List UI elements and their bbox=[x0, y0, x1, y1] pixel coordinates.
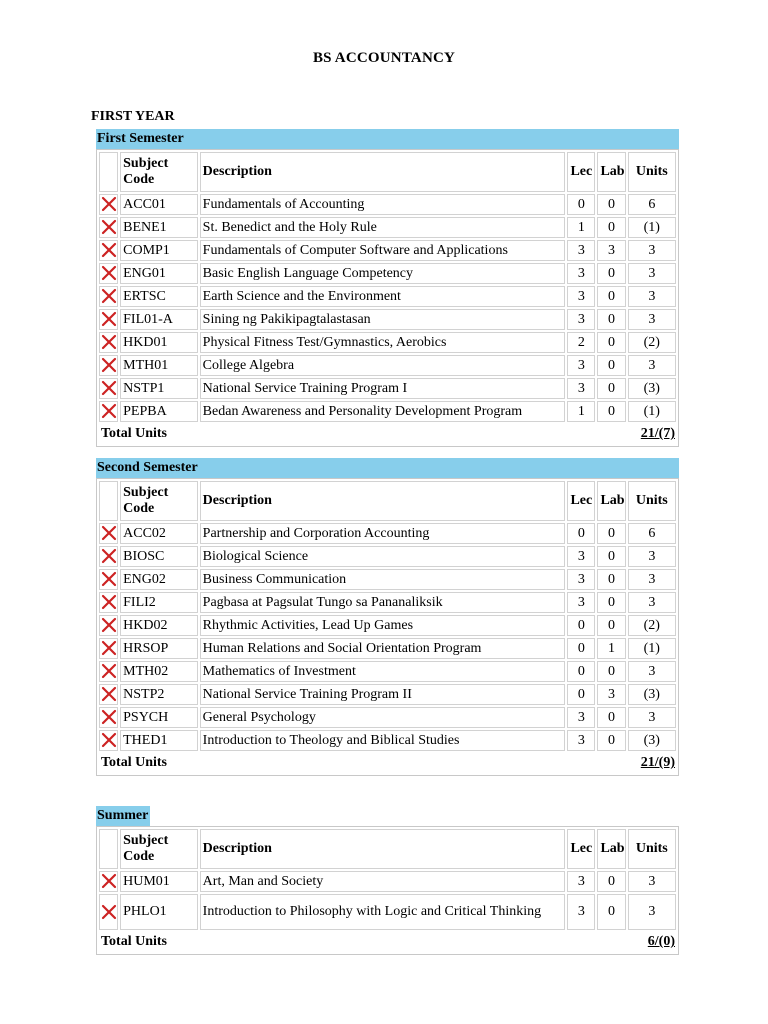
course-rows bbox=[99, 194, 676, 422]
units-cell: 3 bbox=[628, 894, 676, 930]
total-units-value: 21/(9) bbox=[640, 755, 675, 770]
subject-code-cell: HUM01 bbox=[120, 871, 198, 892]
header-lab: Lab bbox=[597, 829, 625, 869]
delete-icon-cell bbox=[99, 871, 118, 892]
delete-icon-cell bbox=[99, 684, 118, 705]
delete-icon-cell bbox=[99, 546, 118, 567]
header-lab: Lab bbox=[597, 481, 625, 521]
description-cell: Sining ng Pakikipagtalastasan bbox=[200, 309, 566, 330]
delete-icon-cell bbox=[99, 194, 118, 215]
table-row bbox=[99, 240, 676, 261]
lec-cell: 0 bbox=[567, 661, 595, 682]
lec-cell: 3 bbox=[567, 707, 595, 728]
course-table bbox=[96, 478, 679, 776]
course-table bbox=[96, 149, 679, 447]
description-cell: National Service Training Program II bbox=[200, 684, 566, 705]
lab-cell: 0 bbox=[597, 217, 625, 238]
delete-icon-cell bbox=[99, 638, 118, 659]
subject-code-cell: HRSOP bbox=[120, 638, 198, 659]
description-cell: Art, Man and Society bbox=[200, 871, 566, 892]
table-row bbox=[99, 309, 676, 330]
subject-code-cell: NSTP1 bbox=[120, 378, 198, 399]
units-cell: (3) bbox=[628, 730, 676, 751]
lab-cell: 3 bbox=[597, 240, 625, 261]
table-row bbox=[99, 707, 676, 728]
description-cell: Basic English Language Competency bbox=[200, 263, 566, 284]
units-cell: (2) bbox=[628, 332, 676, 353]
lab-cell: 0 bbox=[597, 661, 625, 682]
description-cell: Bedan Awareness and Personality Development Program bbox=[200, 401, 566, 422]
units-cell: 3 bbox=[628, 240, 676, 261]
lec-cell: 3 bbox=[567, 263, 595, 284]
subject-code-cell: COMP1 bbox=[120, 240, 198, 261]
table-row bbox=[99, 355, 676, 376]
table-row bbox=[99, 286, 676, 307]
semester-section bbox=[96, 129, 679, 447]
description-cell: National Service Training Program I bbox=[200, 378, 566, 399]
units-cell: 6 bbox=[628, 523, 676, 544]
subject-code-cell: HKD02 bbox=[120, 615, 198, 636]
header-lec: Lec bbox=[567, 829, 595, 869]
delete-icon-cell bbox=[99, 615, 118, 636]
lec-cell: 3 bbox=[567, 546, 595, 567]
total-row bbox=[99, 932, 676, 952]
red-x-icon[interactable] bbox=[101, 403, 117, 419]
table-header-row bbox=[99, 829, 676, 869]
lab-cell: 0 bbox=[597, 894, 625, 930]
header-lec: Lec bbox=[567, 152, 595, 192]
red-x-icon[interactable] bbox=[101, 242, 117, 258]
semester-title: Second Semester bbox=[96, 458, 679, 478]
subject-code-cell: NSTP2 bbox=[120, 684, 198, 705]
description-cell: Introduction to Theology and Biblical Studies bbox=[200, 730, 566, 751]
delete-icon-cell bbox=[99, 523, 118, 544]
description-cell: St. Benedict and the Holy Rule bbox=[200, 217, 566, 238]
lec-cell: 3 bbox=[567, 286, 595, 307]
units-cell: (1) bbox=[628, 401, 676, 422]
table-row bbox=[99, 592, 676, 613]
description-cell: Human Relations and Social Orientation Program bbox=[200, 638, 566, 659]
delete-icon-cell bbox=[99, 661, 118, 682]
course-rows bbox=[99, 871, 676, 930]
table-header-row bbox=[99, 152, 676, 192]
header-subject-code: Subject Code bbox=[120, 829, 198, 869]
description-cell: Pagbasa at Pagsulat Tungo sa Pananaliksik bbox=[200, 592, 566, 613]
units-cell: 3 bbox=[628, 286, 676, 307]
table-row bbox=[99, 661, 676, 682]
header-description: Description bbox=[200, 481, 566, 521]
table-row bbox=[99, 871, 676, 892]
red-x-icon[interactable] bbox=[101, 873, 117, 889]
lab-cell: 0 bbox=[597, 263, 625, 284]
table-row bbox=[99, 263, 676, 284]
lec-cell: 3 bbox=[567, 592, 595, 613]
semester-title: First Semester bbox=[96, 129, 679, 149]
description-cell: Biological Science bbox=[200, 546, 566, 567]
table-row bbox=[99, 378, 676, 399]
delete-icon-cell bbox=[99, 378, 118, 399]
header-units: Units bbox=[628, 152, 676, 192]
table-row bbox=[99, 684, 676, 705]
description-cell: Mathematics of Investment bbox=[200, 661, 566, 682]
lec-cell: 3 bbox=[567, 569, 595, 590]
subject-code-cell: PSYCH bbox=[120, 707, 198, 728]
header-subject-code: Subject Code bbox=[120, 481, 198, 521]
delete-icon-cell bbox=[99, 309, 118, 330]
lab-cell: 0 bbox=[597, 546, 625, 567]
total-units-value: 6/(0) bbox=[647, 934, 675, 949]
red-x-icon[interactable] bbox=[101, 288, 117, 304]
red-x-icon[interactable] bbox=[101, 663, 117, 679]
lec-cell: 3 bbox=[567, 378, 595, 399]
lab-cell: 0 bbox=[597, 332, 625, 353]
subject-code-cell: ERTSC bbox=[120, 286, 198, 307]
lec-cell: 3 bbox=[567, 355, 595, 376]
lec-cell: 0 bbox=[567, 523, 595, 544]
delete-icon-cell bbox=[99, 217, 118, 238]
subject-code-cell: FIL01-A bbox=[120, 309, 198, 330]
lab-cell: 0 bbox=[597, 355, 625, 376]
header-icon-cell bbox=[99, 829, 118, 869]
description-cell: Fundamentals of Accounting bbox=[200, 194, 566, 215]
header-subject-code: Subject Code bbox=[120, 152, 198, 192]
header-icon-cell bbox=[99, 481, 118, 521]
delete-icon-cell bbox=[99, 592, 118, 613]
subject-code-cell: ENG02 bbox=[120, 569, 198, 590]
units-cell: 3 bbox=[628, 263, 676, 284]
description-cell: Introduction to Philosophy with Logic and Critical Thinking bbox=[200, 894, 566, 930]
units-cell: (1) bbox=[628, 217, 676, 238]
lec-cell: 0 bbox=[567, 638, 595, 659]
lab-cell: 0 bbox=[597, 194, 625, 215]
description-cell: Rhythmic Activities, Lead Up Games bbox=[200, 615, 566, 636]
red-x-icon[interactable] bbox=[101, 196, 117, 212]
lec-cell: 3 bbox=[567, 894, 595, 930]
delete-icon-cell bbox=[99, 286, 118, 307]
units-cell: 3 bbox=[628, 355, 676, 376]
lec-cell: 1 bbox=[567, 217, 595, 238]
table-row bbox=[99, 332, 676, 353]
lec-cell: 3 bbox=[567, 309, 595, 330]
description-cell: Business Communication bbox=[200, 569, 566, 590]
document-title: BS ACCOUNTANCY bbox=[312, 50, 456, 66]
lec-cell: 3 bbox=[567, 240, 595, 261]
units-cell: 3 bbox=[628, 871, 676, 892]
description-cell: Physical Fitness Test/Gymnastics, Aerobics bbox=[200, 332, 566, 353]
lab-cell: 0 bbox=[597, 871, 625, 892]
red-x-icon[interactable] bbox=[101, 594, 117, 610]
units-cell: (2) bbox=[628, 615, 676, 636]
delete-icon-cell bbox=[99, 707, 118, 728]
red-x-icon[interactable] bbox=[101, 548, 117, 564]
red-x-icon[interactable] bbox=[101, 709, 117, 725]
table-row bbox=[99, 615, 676, 636]
lab-cell: 0 bbox=[597, 730, 625, 751]
subject-code-cell: MTH01 bbox=[120, 355, 198, 376]
lab-cell: 0 bbox=[597, 615, 625, 636]
red-x-icon[interactable] bbox=[101, 732, 117, 748]
delete-icon-cell bbox=[99, 263, 118, 284]
red-x-icon[interactable] bbox=[101, 380, 117, 396]
delete-icon-cell bbox=[99, 332, 118, 353]
semester-section bbox=[96, 458, 679, 776]
red-x-icon[interactable] bbox=[101, 265, 117, 281]
subject-code-cell: PEPBA bbox=[120, 401, 198, 422]
semester-section bbox=[96, 806, 679, 955]
table-row bbox=[99, 638, 676, 659]
units-cell: 3 bbox=[628, 546, 676, 567]
lec-cell: 1 bbox=[567, 401, 595, 422]
lec-cell: 0 bbox=[567, 615, 595, 636]
units-cell: (3) bbox=[628, 378, 676, 399]
subject-code-cell: ACC01 bbox=[120, 194, 198, 215]
delete-icon-cell bbox=[99, 730, 118, 751]
total-units-value: 21/(7) bbox=[640, 426, 675, 441]
total-label: Total Units bbox=[101, 755, 168, 770]
red-x-icon[interactable] bbox=[101, 571, 117, 587]
header-units: Units bbox=[628, 829, 676, 869]
red-x-icon[interactable] bbox=[101, 904, 117, 920]
header-description: Description bbox=[200, 829, 566, 869]
course-rows bbox=[99, 523, 676, 751]
total-row bbox=[99, 424, 676, 444]
red-x-icon[interactable] bbox=[101, 357, 117, 373]
red-x-icon[interactable] bbox=[101, 311, 117, 327]
lab-cell: 3 bbox=[597, 684, 625, 705]
units-cell: 3 bbox=[628, 309, 676, 330]
delete-icon-cell bbox=[99, 240, 118, 261]
lab-cell: 0 bbox=[597, 378, 625, 399]
lab-cell: 0 bbox=[597, 707, 625, 728]
description-cell: Partnership and Corporation Accounting bbox=[200, 523, 566, 544]
subject-code-cell: BENE1 bbox=[120, 217, 198, 238]
subject-code-cell: BIOSC bbox=[120, 546, 198, 567]
red-x-icon[interactable] bbox=[101, 334, 117, 350]
subject-code-cell: PHLO1 bbox=[120, 894, 198, 930]
lec-cell: 0 bbox=[567, 194, 595, 215]
subject-code-cell: FILI2 bbox=[120, 592, 198, 613]
units-cell: 3 bbox=[628, 661, 676, 682]
lab-cell: 0 bbox=[597, 569, 625, 590]
delete-icon-cell bbox=[99, 894, 118, 930]
lec-cell: 0 bbox=[567, 684, 595, 705]
red-x-icon[interactable] bbox=[101, 640, 117, 656]
table-row bbox=[99, 523, 676, 544]
delete-icon-cell bbox=[99, 401, 118, 422]
header-description: Description bbox=[200, 152, 566, 192]
total-label: Total Units bbox=[101, 426, 168, 441]
subject-code-cell: MTH02 bbox=[120, 661, 198, 682]
subject-code-cell: HKD01 bbox=[120, 332, 198, 353]
description-cell: Earth Science and the Environment bbox=[200, 286, 566, 307]
red-x-icon[interactable] bbox=[101, 686, 117, 702]
table-row bbox=[99, 401, 676, 422]
delete-icon-cell bbox=[99, 355, 118, 376]
table-row bbox=[99, 194, 676, 215]
lab-cell: 0 bbox=[597, 286, 625, 307]
units-cell: 3 bbox=[628, 592, 676, 613]
table-row bbox=[99, 546, 676, 567]
semester-title: Summer bbox=[96, 806, 150, 826]
lab-cell: 0 bbox=[597, 523, 625, 544]
lab-cell: 1 bbox=[597, 638, 625, 659]
lab-cell: 0 bbox=[597, 401, 625, 422]
lec-cell: 3 bbox=[567, 871, 595, 892]
total-label: Total Units bbox=[101, 934, 168, 949]
units-cell: (3) bbox=[628, 684, 676, 705]
units-cell: 3 bbox=[628, 707, 676, 728]
lab-cell: 0 bbox=[597, 309, 625, 330]
table-row bbox=[99, 217, 676, 238]
header-icon-cell bbox=[99, 152, 118, 192]
red-x-icon[interactable] bbox=[101, 617, 117, 633]
red-x-icon[interactable] bbox=[101, 219, 117, 235]
course-table bbox=[96, 826, 679, 955]
lec-cell: 2 bbox=[567, 332, 595, 353]
description-cell: General Psychology bbox=[200, 707, 566, 728]
table-row bbox=[99, 569, 676, 590]
units-cell: 6 bbox=[628, 194, 676, 215]
subject-code-cell: THED1 bbox=[120, 730, 198, 751]
description-cell: Fundamentals of Computer Software and Applications bbox=[200, 240, 566, 261]
subject-code-cell: ENG01 bbox=[120, 263, 198, 284]
table-row bbox=[99, 730, 676, 751]
red-x-icon[interactable] bbox=[101, 525, 117, 541]
header-lec: Lec bbox=[567, 481, 595, 521]
units-cell: (1) bbox=[628, 638, 676, 659]
year-heading: FIRST YEAR bbox=[91, 109, 175, 124]
header-units: Units bbox=[628, 481, 676, 521]
header-lab: Lab bbox=[597, 152, 625, 192]
table-header-row bbox=[99, 481, 676, 521]
table-row bbox=[99, 894, 676, 930]
description-cell: College Algebra bbox=[200, 355, 566, 376]
units-cell: 3 bbox=[628, 569, 676, 590]
total-row bbox=[99, 753, 676, 773]
lab-cell: 0 bbox=[597, 592, 625, 613]
subject-code-cell: ACC02 bbox=[120, 523, 198, 544]
delete-icon-cell bbox=[99, 569, 118, 590]
lec-cell: 3 bbox=[567, 730, 595, 751]
